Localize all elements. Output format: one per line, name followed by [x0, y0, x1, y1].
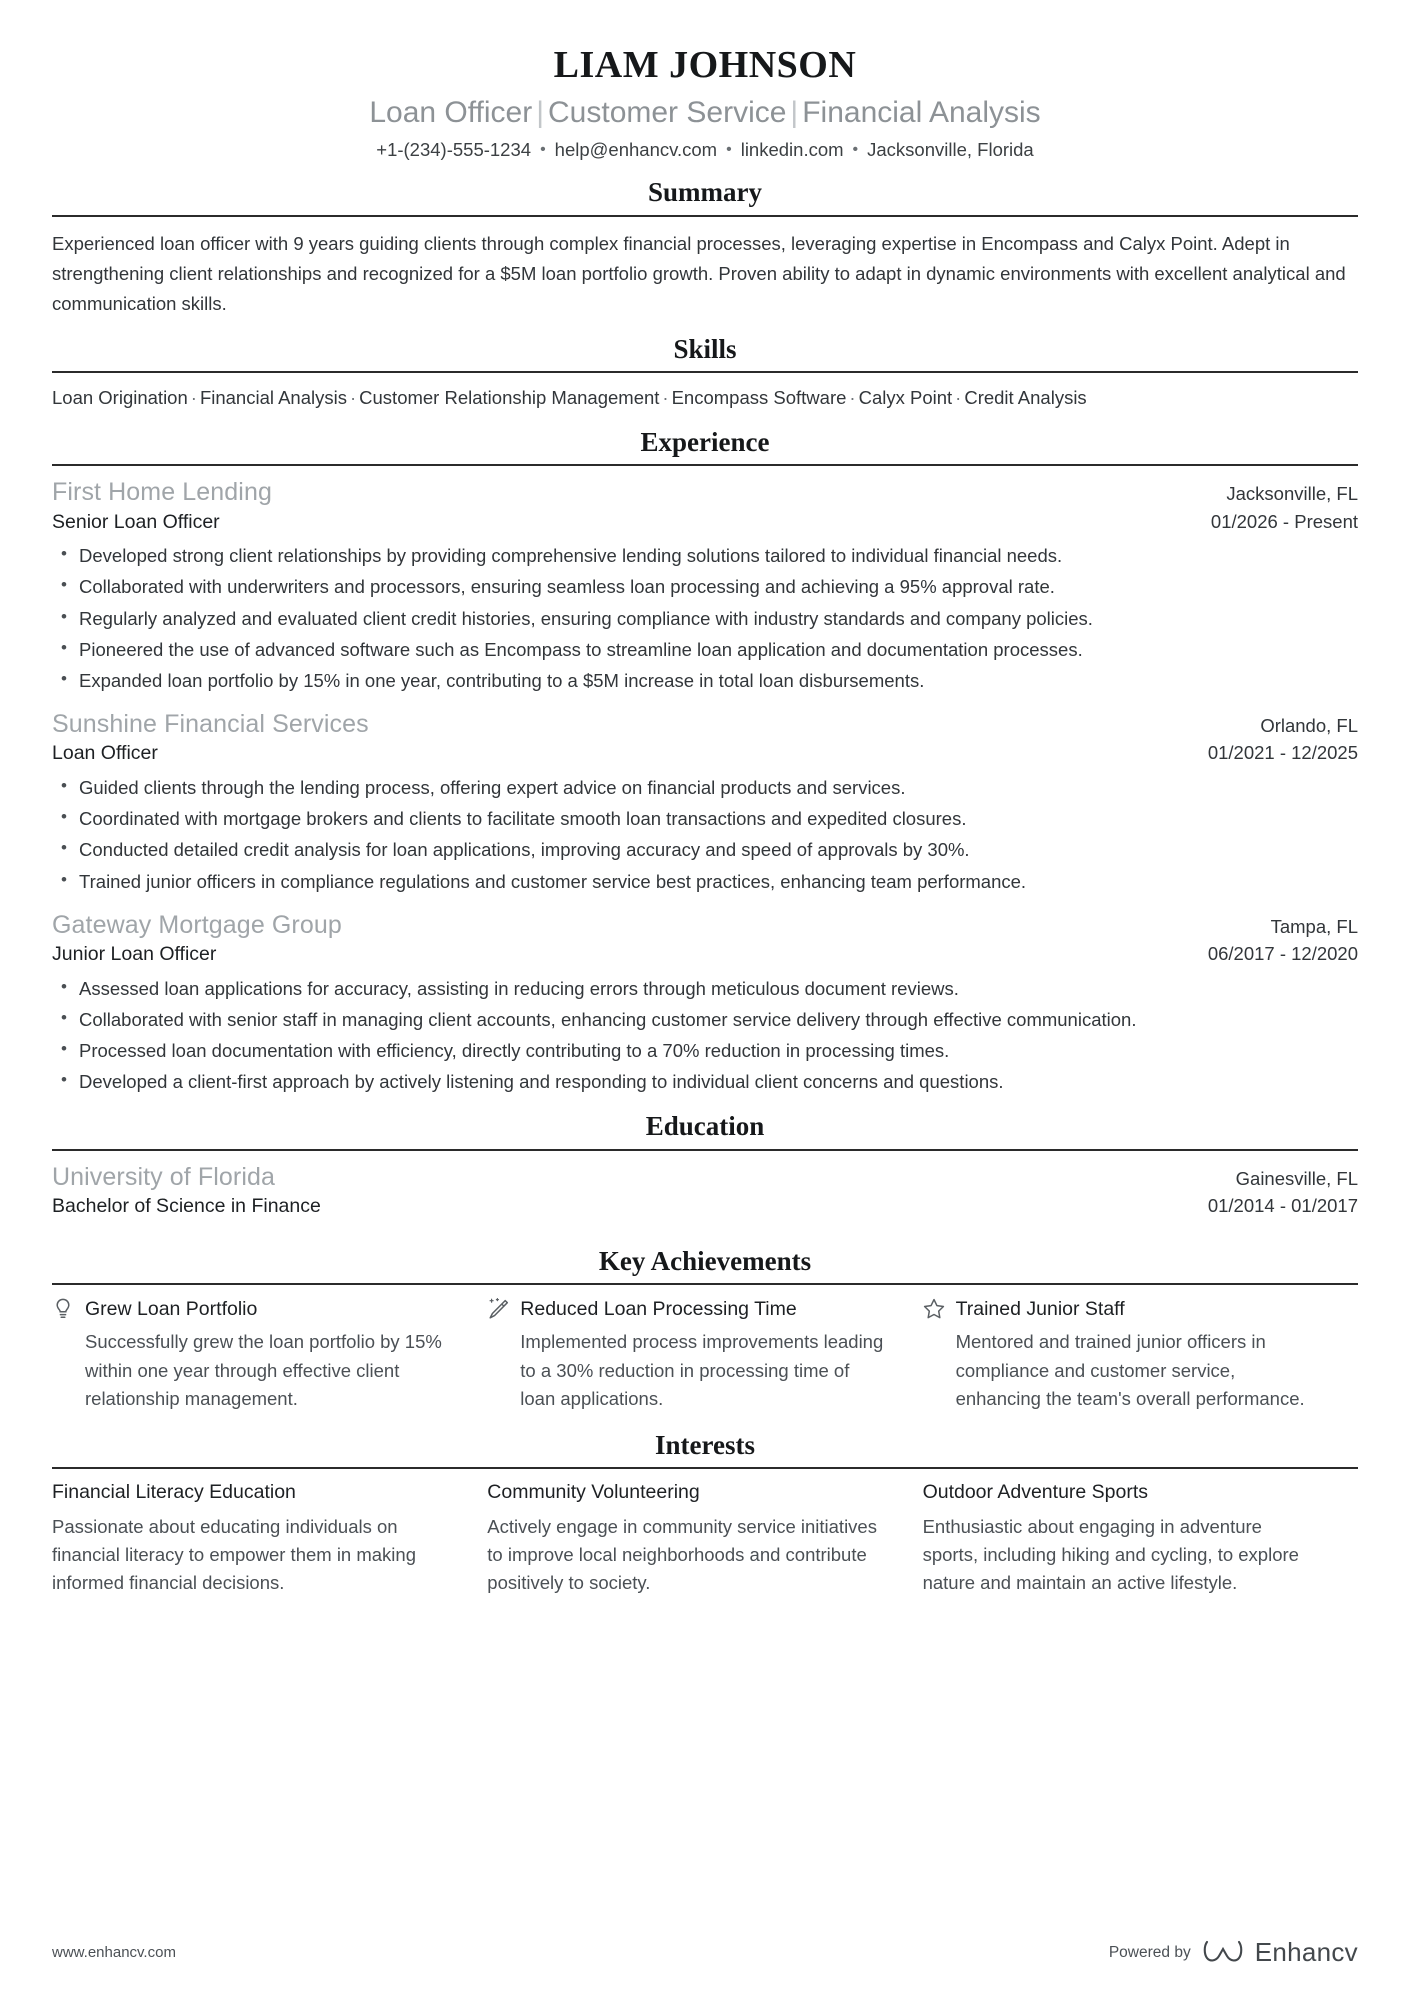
section-title-skills: Skills: [673, 333, 737, 364]
powered-by-label: Powered by: [1108, 1943, 1191, 1961]
key-achievements-columns: [52, 1285, 1358, 1412]
entry-org-row: [52, 709, 1358, 740]
entry-bullet: • Coordinated with mortgage brokers and clients to facilitate smooth loan transactions and expedited closures.: [52, 805, 1358, 833]
entry-bullet: • Collaborated with senior staff in managing client accounts, enhancing customer service delivery through effective communication.: [52, 1006, 1358, 1034]
experience-entry: [52, 899, 1358, 1097]
entry-dates: 01/2026 - Present: [1210, 510, 1358, 532]
resume-header: [52, 44, 1358, 162]
entry-org-row: [52, 1162, 1358, 1193]
section-key-achievements: [52, 1245, 1358, 1413]
contact-item[interactable]: help@enhancv.com: [554, 139, 718, 161]
contact-item[interactable]: linkedin.com: [740, 139, 844, 161]
entry-role-title: Loan Officer: [52, 742, 158, 765]
key-achievement-item: [52, 1297, 487, 1412]
organization-name: First Home Lending: [52, 478, 272, 507]
contact-line: [52, 138, 1358, 162]
star-icon: [923, 1297, 945, 1321]
entry-location: Gainesville, FL: [1235, 1167, 1358, 1189]
brand-name: Enhancv: [1254, 1937, 1358, 1967]
section-interests: [52, 1429, 1358, 1597]
section-education: [52, 1110, 1358, 1219]
contact-separator-dot: •: [540, 141, 546, 159]
skill-item: Credit Analysis: [964, 386, 1087, 408]
key-achievement-title: Reduced Loan Processing Time: [520, 1297, 797, 1320]
interest-item: [923, 1481, 1358, 1597]
key-achievement-item: [923, 1297, 1358, 1412]
entry-location: Tampa, FL: [1270, 915, 1358, 937]
entry-bullet-list: [52, 975, 1358, 1096]
entry-role-title: Bachelor of Science in Finance: [52, 1195, 321, 1218]
entry-bullet: • Regularly analyzed and evaluated client credit histories, ensuring compliance with industry standards and company policies.: [52, 605, 1358, 633]
section-title-interests: Interests: [655, 1429, 755, 1460]
section-title-summary: Summary: [648, 177, 762, 208]
magic-wand-icon: [487, 1297, 509, 1321]
education-entries: [52, 1151, 1358, 1219]
entry-role-title: Senior Loan Officer: [52, 510, 220, 533]
key-achievement-description: Successfully grew the loan portfolio by 15% within one year through effective client relationship management.: [85, 1331, 442, 1409]
entry-bullet: • Developed a client-first approach by actively listening and responding to individual client concerns and questions.: [52, 1068, 1358, 1096]
key-achievement-description: Mentored and trained junior officers in compliance and customer service, enhancing the team's overall performance.: [955, 1331, 1305, 1409]
contact-separator-dot: •: [726, 141, 732, 159]
section-summary: [52, 176, 1358, 318]
key-achievement-header: [923, 1297, 1324, 1321]
key-achievement-description: Implemented process improvements leading to a 30% reduction in processing time of loan applications.: [520, 1331, 884, 1409]
entry-role-row: [52, 739, 1358, 766]
page-footer: [52, 1936, 1358, 1969]
experience-entries: [52, 466, 1358, 1096]
headline-part: Customer Service: [548, 95, 787, 129]
section-experience: [52, 426, 1358, 1097]
interest-item: [52, 1481, 487, 1597]
footer-website-url[interactable]: www.enhancv.com: [52, 1944, 176, 1961]
skill-separator: ·: [849, 386, 856, 408]
candidate-headline: [52, 94, 1358, 132]
entry-dates: 06/2017 - 12/2020: [1207, 943, 1358, 965]
contact-item[interactable]: Jacksonville, Florida: [867, 139, 1034, 161]
key-achievement-item: [487, 1297, 922, 1412]
entry-role-row: [52, 1192, 1358, 1219]
education-entry: [52, 1151, 1358, 1219]
interest-title: Outdoor Adventure Sports: [922, 1481, 1149, 1504]
skills-list: [52, 373, 1358, 412]
skill-item: Encompass Software: [671, 386, 847, 408]
entry-bullet: • Assessed loan applications for accuracy, assisting in reducing errors through meticulous document reviews.: [52, 975, 1358, 1003]
entry-bullet-list: [52, 774, 1358, 895]
skill-separator: ·: [955, 386, 962, 408]
lightbulb-icon: [52, 1297, 74, 1321]
interest-description: Passionate about educating individuals on financial literacy to empower them in making informed financial decisions.: [52, 1515, 416, 1593]
entry-bullet: • Conducted detailed credit analysis for loan applications, improving accuracy and speed of approvals by 30%.: [52, 836, 1358, 864]
section-skills: [52, 333, 1358, 412]
key-achievement-header: [52, 1297, 453, 1321]
entry-org-row: [52, 910, 1358, 941]
skill-separator: ·: [349, 386, 357, 408]
candidate-name: LIAM JOHNSON: [553, 44, 857, 86]
headline-part: Financial Analysis: [802, 95, 1041, 129]
brand-block: [1109, 1936, 1358, 1969]
skill-separator: ·: [190, 386, 197, 408]
headline-part: Loan Officer: [369, 95, 533, 129]
skill-item: Financial Analysis: [199, 386, 347, 408]
skill-item: Customer Relationship Management: [359, 386, 660, 408]
organization-name: University of Florida: [52, 1162, 275, 1191]
interest-description: Actively engage in community service initiatives to improve local neighborhoods and contribute positively to society.: [487, 1515, 877, 1593]
skill-item: Loan Origination: [52, 386, 188, 408]
interest-title: Community Volunteering: [487, 1481, 700, 1504]
entry-bullet: • Trained junior officers in compliance regulations and customer service best practices, enhancing team performance.: [52, 868, 1358, 896]
organization-name: Sunshine Financial Services: [52, 709, 369, 738]
entry-location: Jacksonville, FL: [1226, 483, 1358, 505]
entry-location: Orlando, FL: [1260, 714, 1358, 736]
entry-bullet: • Developed strong client relationships by providing comprehensive lending solutions tailored to individual financial needs.: [52, 542, 1358, 570]
entry-org-row: [52, 477, 1358, 508]
experience-entry: [52, 466, 1358, 695]
interest-title: Financial Literacy Education: [52, 1481, 296, 1504]
entry-bullet: • Collaborated with underwriters and processors, ensuring seamless loan processing and achieving a 95% approval rate.: [52, 573, 1358, 601]
experience-entry: [52, 698, 1358, 896]
key-achievement-title: Trained Junior Staff: [955, 1297, 1125, 1320]
section-title-experience: Experience: [640, 426, 770, 457]
entry-role-row: [52, 508, 1358, 535]
interest-description: Enthusiastic about engaging in adventure sports, including hiking and cycling, to explore nature and maintain an active lifestyle.: [922, 1515, 1299, 1593]
entry-bullet: • Guided clients through the lending process, offering expert advice on financial products and services.: [52, 774, 1358, 802]
section-title-key-achievements: Key Achievements: [598, 1246, 812, 1276]
entry-role-title: Junior Loan Officer: [52, 943, 217, 966]
contact-separator-dot: •: [852, 141, 859, 159]
summary-text: Experienced loan officer with 9 years guiding clients through complex financial processes, leveraging expertise in Encompass and Calyx Point. Adept in strengthening client relationships and recognized for a $5M loan portfolio growth. Proven ability to adapt in dynamic environments with excellent analytical and communication skills.: [52, 232, 1346, 314]
interests-columns: [52, 1469, 1358, 1597]
entry-bullet: • Pioneered the use of advanced software such as Encompass to streamline loan application and documentation processes.: [52, 636, 1358, 664]
entry-bullet: • Processed loan documentation with efficiency, directly contributing to a 70% reduction in processing times.: [52, 1037, 1358, 1065]
entry-role-row: [52, 940, 1358, 967]
entry-bullet-list: [52, 542, 1358, 695]
key-achievement-title: Grew Loan Portfolio: [85, 1297, 258, 1320]
skill-separator: ·: [662, 386, 669, 408]
key-achievement-header: [487, 1297, 888, 1321]
interest-item: [487, 1481, 922, 1597]
entry-dates: 01/2014 - 01/2017: [1207, 1195, 1358, 1217]
section-title-education: Education: [645, 1111, 765, 1142]
organization-name: Gateway Mortgage Group: [52, 910, 342, 939]
entry-dates: 01/2021 - 12/2025: [1207, 742, 1358, 764]
entry-bullet: • Expanded loan portfolio by 15% in one year, contributing to a $5M increase in total loan disbursements.: [52, 667, 1358, 695]
skill-item: Calyx Point: [858, 386, 953, 408]
contact-item[interactable]: +1-(234)-555-1234: [376, 139, 532, 161]
headline-separator: |: [536, 95, 545, 129]
headline-separator: |: [790, 95, 799, 129]
enhancv-logo-icon: [1203, 1936, 1243, 1969]
